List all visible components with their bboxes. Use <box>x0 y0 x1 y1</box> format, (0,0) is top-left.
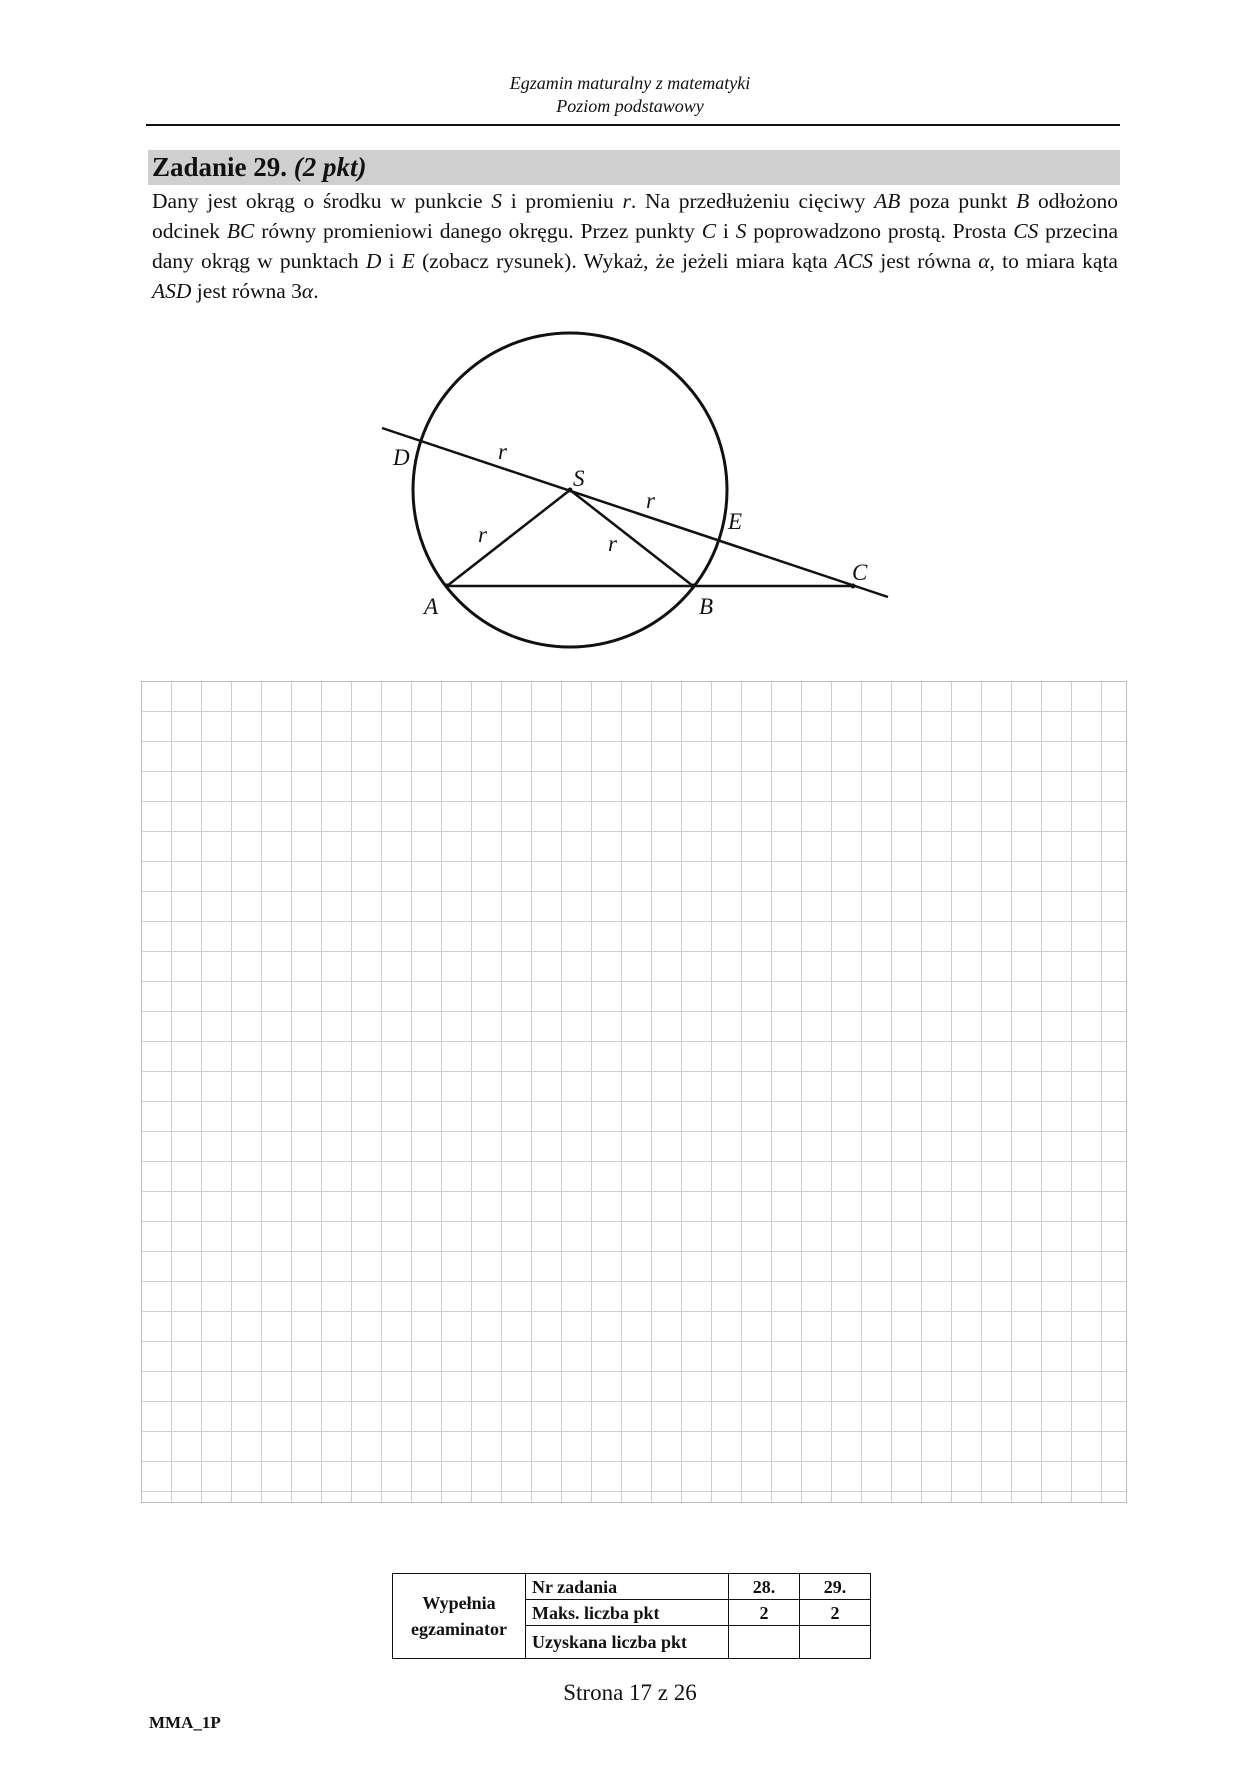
task-number-label: Nr zadania <box>526 1574 729 1600</box>
examiner-label-line1: Wypełnia <box>422 1593 496 1613</box>
math-symbol: ASD <box>152 279 192 303</box>
page-number: Strona 17 z 26 <box>563 1680 697 1705</box>
text-segment: , to miara kąta <box>989 249 1118 273</box>
text-segment: jest równa <box>873 249 979 273</box>
text-segment: równy promieniowi danego okręgu. Przez punkty <box>254 219 702 243</box>
math-symbol: α <box>301 279 314 303</box>
label-c: C <box>852 560 868 585</box>
obtained-points-29[interactable] <box>800 1626 871 1659</box>
answer-grid[interactable] <box>141 681 1127 1503</box>
segment-sb <box>570 490 693 586</box>
label-r-sb: r <box>608 531 617 556</box>
text-segment: . Na przedłużeniu cięciwy <box>630 189 875 213</box>
text-segment: i <box>716 219 736 243</box>
point-s <box>568 488 573 493</box>
text-segment: i promieniu <box>502 189 623 213</box>
label-d: D <box>393 445 410 470</box>
text-segment: przecina dany okrąg w punktach <box>152 219 1118 273</box>
math-symbol: AB <box>874 189 901 213</box>
label-r-se: r <box>646 488 655 513</box>
label-e: E <box>728 509 743 534</box>
text-segment: odłożono odcinek <box>152 189 1118 243</box>
label-b: B <box>699 594 714 619</box>
max-points-label: Maks. liczba pkt <box>526 1600 729 1626</box>
math-symbol: S <box>491 189 503 213</box>
max-points-28: 2 <box>729 1600 800 1626</box>
obtained-points-label: Uzyskana liczba pkt <box>526 1626 729 1659</box>
math-symbol: BC <box>226 219 255 243</box>
math-symbol: S <box>735 219 747 243</box>
math-symbol: r <box>622 189 631 213</box>
math-symbol: E <box>401 249 415 273</box>
obtained-points-28[interactable] <box>729 1626 800 1659</box>
text-segment: (zobacz rysunek). Wykaż, że jeżeli miara kąta <box>414 249 835 273</box>
math-symbol: D <box>365 249 382 273</box>
point-a <box>445 584 450 589</box>
math-symbol: B <box>1016 189 1030 213</box>
task-number-28: 28. <box>729 1574 800 1600</box>
text-segment: poprowadzono prostą. Prosta <box>746 219 1014 243</box>
label-s: S <box>573 466 585 491</box>
examiner-label-line2: egzaminator <box>411 1619 507 1639</box>
label-r-ds: r <box>498 439 507 464</box>
line-cs <box>382 428 888 597</box>
math-symbol: α <box>978 249 990 273</box>
text-segment: poza punkt <box>900 189 1017 213</box>
examiner-cell <box>393 1574 526 1659</box>
math-symbol: CS <box>1013 219 1039 243</box>
score-table <box>392 1573 871 1659</box>
text-segment: jest równa 3 <box>191 279 302 303</box>
point-b <box>691 584 696 589</box>
label-r-sa: r <box>478 522 487 547</box>
label-a: A <box>424 594 439 619</box>
task-points: (2 pkt) <box>293 152 367 182</box>
math-symbol: C <box>701 219 717 243</box>
task-number: Zadanie 29. <box>152 152 288 182</box>
max-points-29: 2 <box>800 1600 871 1626</box>
exam-title: Egzamin maturalny z matematyki <box>509 73 751 93</box>
task-number-29: 29. <box>800 1574 871 1600</box>
exam-level: Poziom podstawowy <box>556 96 704 116</box>
text-segment: i <box>381 249 402 273</box>
geometry-figure <box>0 0 1260 700</box>
exam-code: MMA_1P <box>149 1713 221 1732</box>
text-segment: Dany jest okrąg o środku w punkcie <box>152 189 492 213</box>
text-segment: . <box>313 279 319 303</box>
math-symbol: ACS <box>834 249 874 273</box>
segment-sa <box>447 490 570 586</box>
